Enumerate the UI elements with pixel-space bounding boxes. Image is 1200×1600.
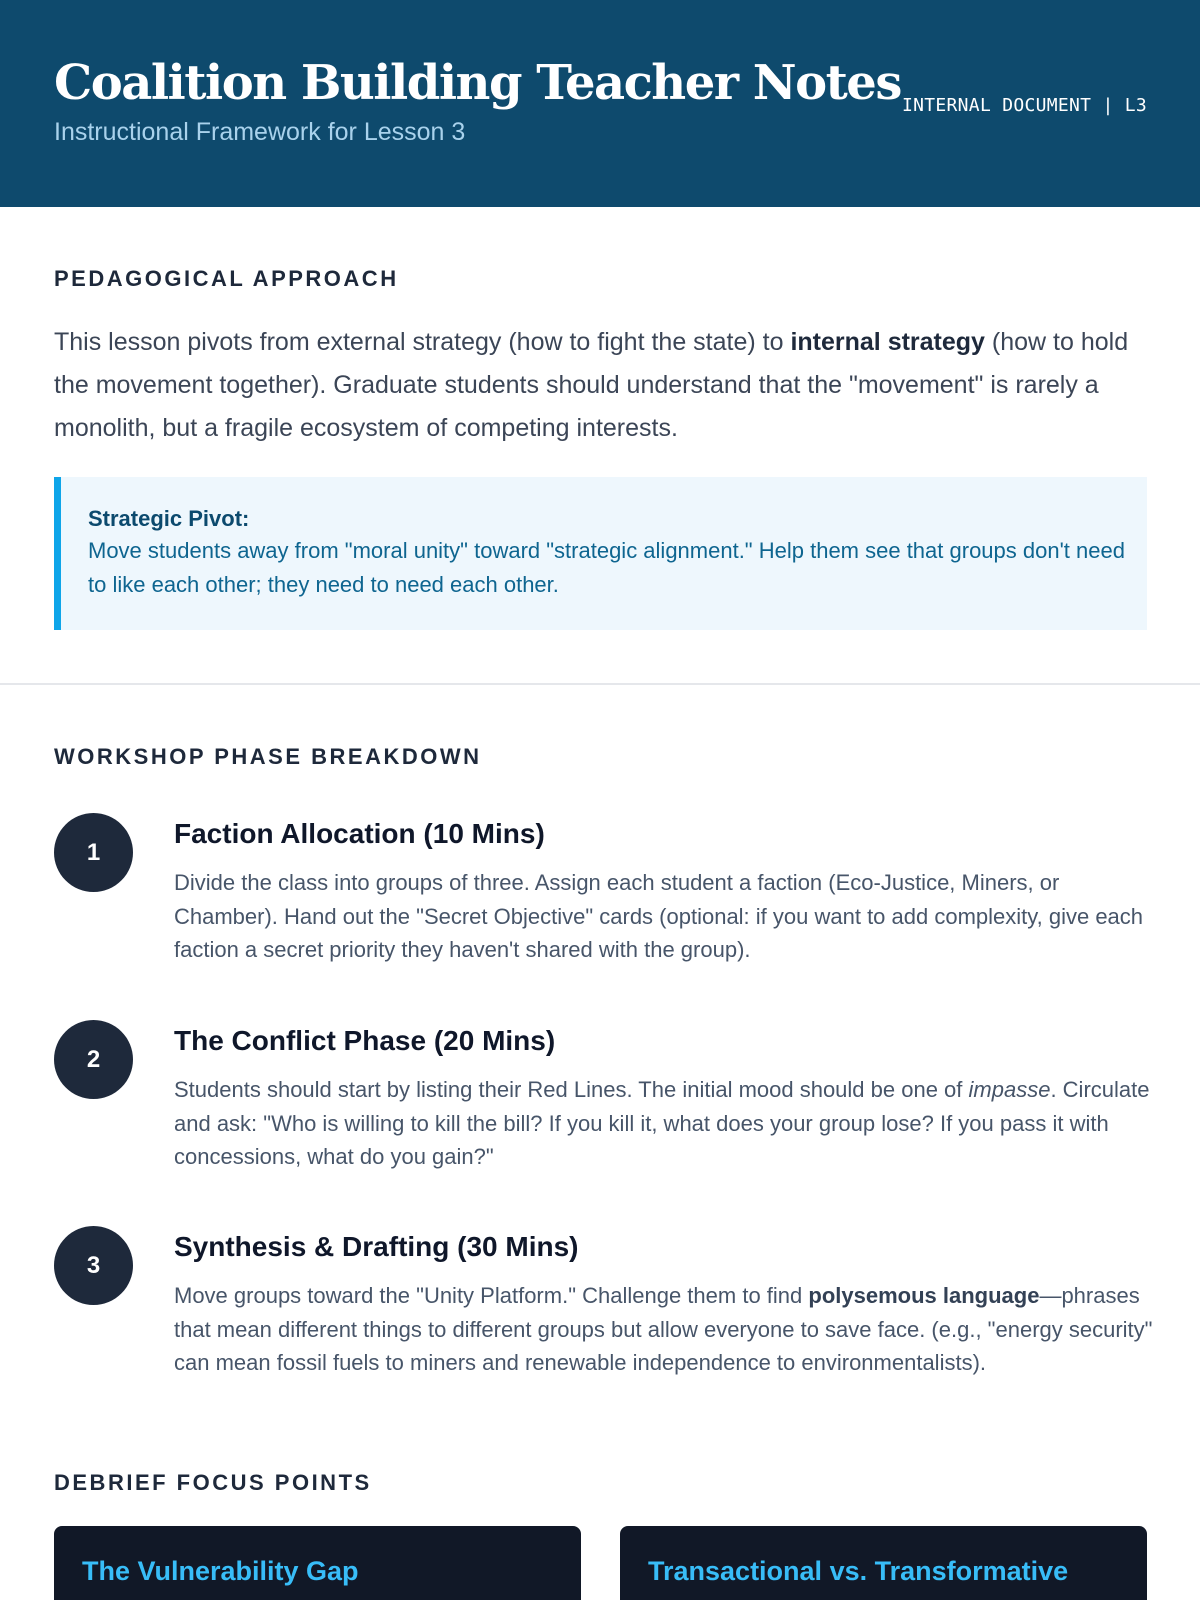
section-heading-debrief: DEBRIEF FOCUS POINTS [54,1470,372,1495]
step-text-end: . Circulate and ask: "Who is willing to kill the bill? If you kill it, what does your group lose? If you pass it with concessions, what do you gain?" [174,1077,1150,1169]
step-number-badge: 2 [54,1020,133,1099]
step-emphasis: polysemous language [808,1283,1040,1308]
pedagogy-text-start: This lesson pivots from external strategy (how to fight the state) to [54,328,791,356]
step-description: Divide the class into groups of three. Assign each student a faction (Eco-Justice, Miners, or Chamber). Hand out the "Secret Objective" cards (optional: if you want to add complexity, give each faction a secret priority they haven't shared with the group). [174,870,1144,962]
step-title: Synthesis & Drafting (30 Mins) [174,1231,579,1262]
callout-body: Move students away from "moral unity" toward "strategic alignment." Help them see that groups don't need to like each other; they need to need each other. [88,538,1125,597]
step-number-badge: 3 [54,1226,133,1305]
section-heading-workshop-phases: WORKSHOP PHASE BREAKDOWN [54,744,482,769]
debrief-card [54,1526,581,1600]
section-heading-pedagogical-approach: PEDAGOGICAL APPROACH [54,266,399,291]
callout-title: Strategic Pivot: [88,506,250,531]
debrief-card-title: Transactional vs. Transformative [648,1556,1069,1586]
pedagogy-paragraph [54,321,1154,450]
debrief-card-title: The Vulnerability Gap [82,1556,359,1586]
page-title: Coalition Building Teacher Notes [54,55,901,111]
step-text-start: Move groups toward the "Unity Platform." Challenge them to find [174,1283,809,1308]
step-emphasis: impasse [968,1077,1051,1102]
step-title: The Conflict Phase (20 Mins) [174,1025,556,1056]
pedagogy-text-end: (how to hold the movement together). Graduate students should understand that the "movement" is rarely a monolith, but a fragile ecosystem of competing interests. [54,328,1129,442]
debrief-card [620,1526,1147,1600]
pedagogy-emphasis: internal strategy [790,328,985,356]
step-description [174,1279,1154,1380]
step-text-end: —phrases that mean different things to different groups but allow everyone to save face. (e.g., "energy security" can mean fossil fuels to miners and renewable independence to environmentalists). [174,1283,1153,1375]
step-title: Faction Allocation (10 Mins) [174,818,545,849]
step-number-badge: 1 [54,813,133,892]
page-subtitle: Instructional Framework for Lesson 3 [54,118,466,146]
document-header [0,0,1200,207]
section-divider [0,683,1200,685]
step-text-start: Students should start by listing their Red Lines. The initial mood should be one of [174,1077,969,1102]
step-description [174,1073,1154,1174]
document-meta-label: INTERNAL DOCUMENT | L3 [901,95,1147,116]
strategic-pivot-callout [54,477,1147,630]
